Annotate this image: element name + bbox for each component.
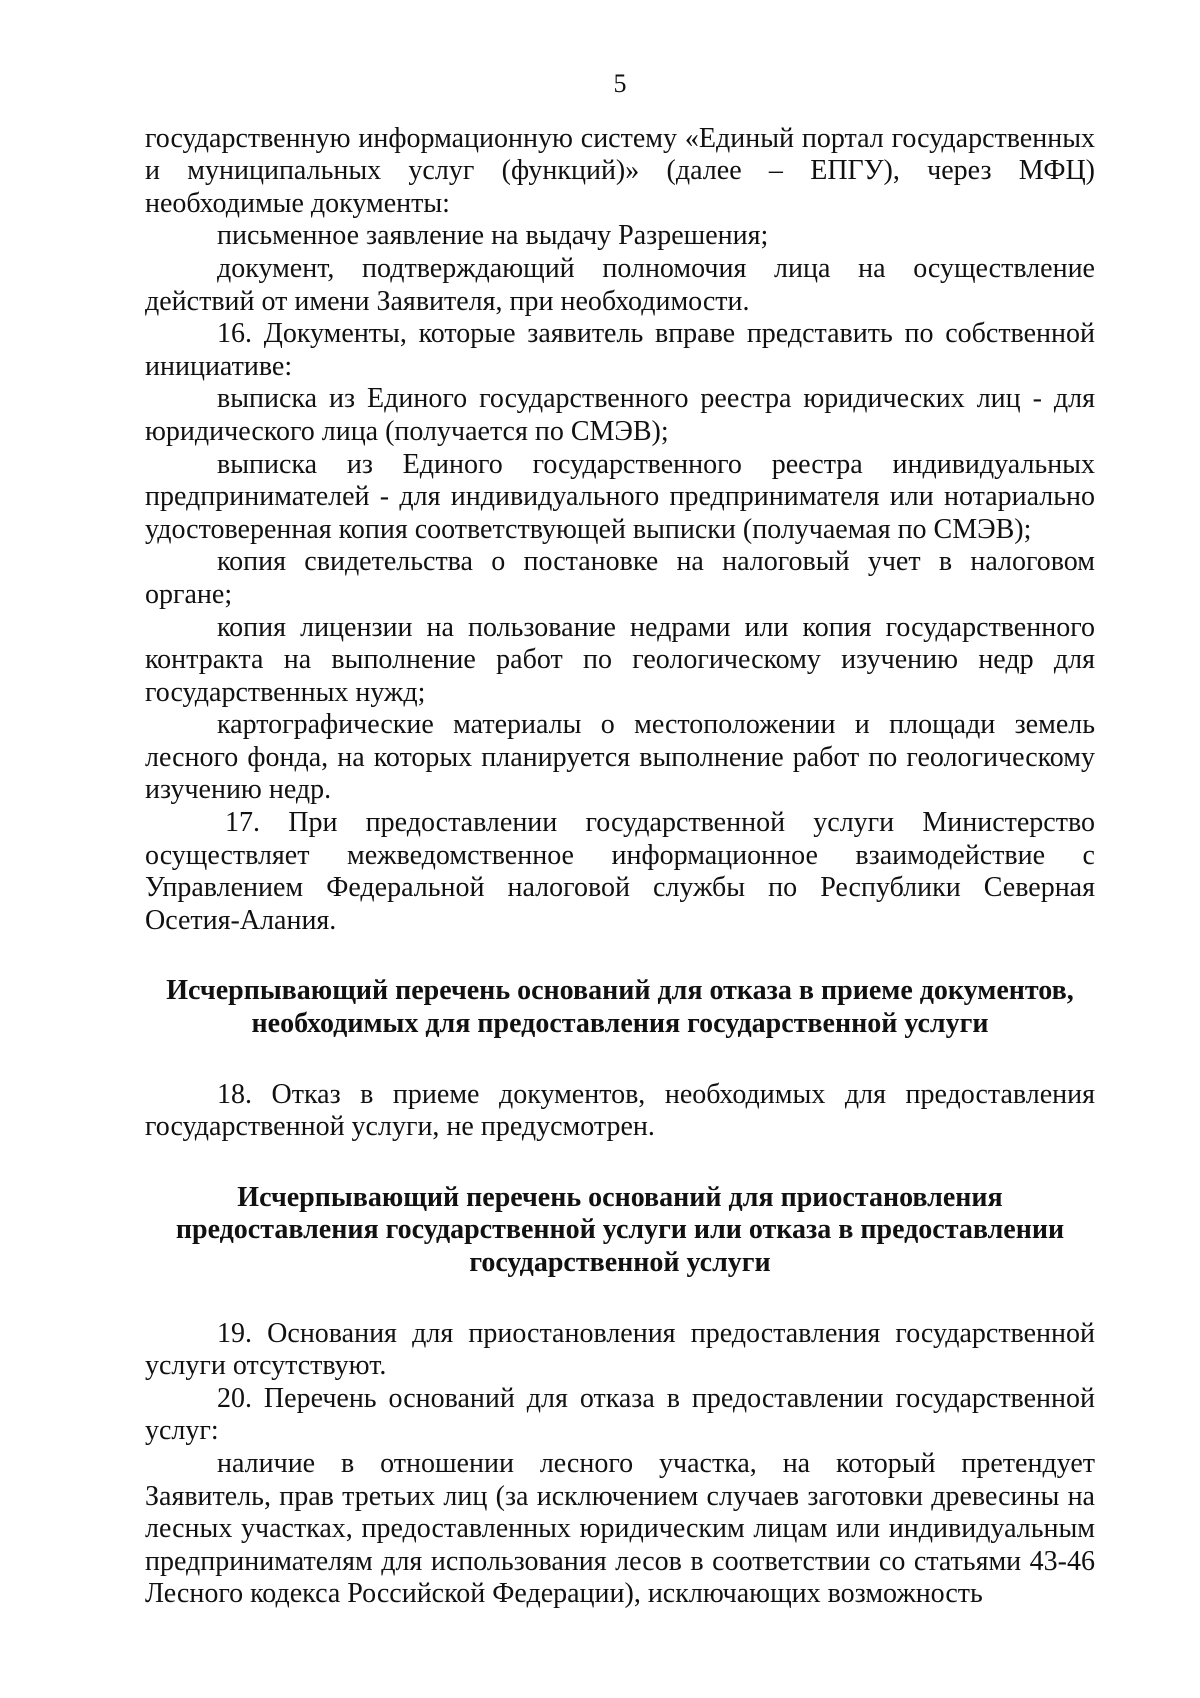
paragraph-written-application: письменное заявление на выдачу Разрешения; [217,220,769,252]
paragraph-entrepreneurs-extract: выписка из Единого государственного реестра индивидуальных предпринимателей - для индивидуального предпринимателя или нотариально удостоверенная копия соответствующей выписки (получаемая по СМЭВ); [145,448,1095,545]
heading-line: Исчерпывающий перечень оснований для отказа в приеме документов, [166,975,1074,1007]
document-page [145,68,1095,1611]
heading-line: необходимых для предоставления государственной услуги [251,1008,989,1040]
section-heading-suspension-refusal [145,1182,1095,1280]
paragraph-18: 18. Отказ в приеме документов, необходимых для предоставления государственной услуги, не предусмотрен. [145,1078,1095,1143]
heading-line: Исчерпывающий перечень оснований для приостановления [237,1181,1003,1213]
paragraph-tax-certificate: копия свидетельства о постановке на налоговый учет в налоговом органе; [145,546,1095,610]
paragraph-17: 17. При предоставлении государственной услуги Министерство осуществляет межведомственное информационное взаимодействие с Управлением Федеральной налоговой службы по Республики Северная Осетия-Алания. [145,807,1095,936]
heading-line: государственной услуги [469,1247,771,1278]
paragraph-third-party-rights: наличие в отношении лесного участка, на который претендует Заявитель, прав третьих лиц (за исключением случаев заготовки древесины на лесных участках, предоставленных юридическим лицам или индивидуальным предпринимателям для использования лесов в соответствии со статьями 43-46 Лесного кодекса Российской Федерации), исключающих возможность [145,1447,1095,1610]
paragraph-authority-document: документ, подтверждающий полномочия лица на осуществление действий от имени Заявителя, при необходимости. [145,252,1095,317]
paragraph-epgu-documents: государственную информационную систему «Единый портал государственных и муниципальных услуг (функций)» (далее – ЕПГУ), через МФЦ) необходимые документы: [145,122,1095,219]
paragraph-legal-entities-extract: выписка из Единого государственного реестра юридических лиц - для юридического лица (получается по СМЭВ); [145,383,1095,447]
paragraph-cartographic-materials: картографические материалы о местоположении и площади земель лесного фонда, на которых планируется выполнение работ по геологическому изучению недр. [145,709,1095,806]
paragraph-20: 20. Перечень оснований для отказа в предоставлении государственной услуг: [145,1382,1095,1447]
page-number: 5 [613,69,627,98]
heading-line: предоставления государственной услуги или отказа в предоставлении [175,1214,1065,1246]
paragraph-subsoil-license: копия лицензии на пользование недрами или копия государственного контракта на выполнение работ по геологическому изучению недр для государственных нужд; [145,611,1095,708]
section-heading-refusal-acceptance [145,975,1095,1040]
paragraph-19: 19. Основания для приостановления предоставления государственной услуги отсутствуют. [145,1317,1095,1382]
paragraph-16: 16. Документы, которые заявитель вправе представить по собственной инициативе: [145,318,1095,382]
